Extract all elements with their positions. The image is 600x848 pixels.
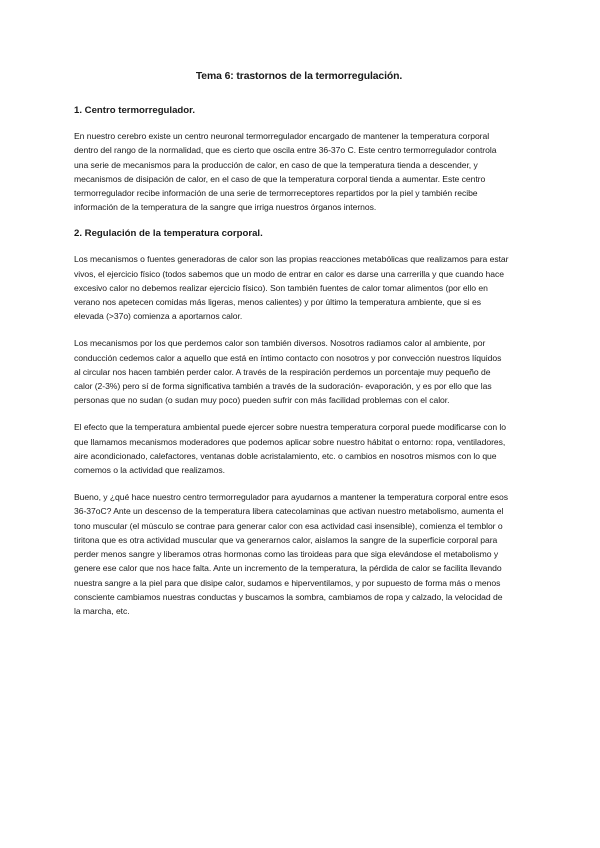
- paragraph: El efecto que la temperatura ambiental puede ejercer sobre nuestra temperatura corporal puede modificarse con lo que llamamos mecanismos moderadores que podemos aplicar sobre nuestro hábitat o entorno: ropa, ventiladores, aire acondicionado, calefactores, ventanas doble acristalamiento, etc. o cambios en nosotros mismos con lo que comemos o la actividad que realizamos.: [74, 422, 506, 476]
- section-centro-termorregulador: [74, 104, 510, 215]
- paragraph: Los mecanismos o fuentes generadoras de calor son las propias reacciones metabólicas que realizamos para estar vivos, el ejercicio físico (todos sabemos que un modo de entrar en calor es darse una carrerilla y que cuando hace excesivo calor no debemos realizar ejercicio físico). Son también fuentes de calor tomar alimentos (por ello en verano nos apetecen comidas más ligeras, menos calientes) y por último la temperatura ambiente, que si es elevada (>37o) comienza a aportarnos calor.: [74, 254, 509, 322]
- paragraph: En nuestro cerebro existe un centro neuronal termorregulador encargado de mantener la temperatura corporal dentro del rango de la normalidad, que es cierto que oscila entre 36-37o C. Este centro termorregulador controla una serie de mecanismos para la producción de calor, en caso de que la temperatura tienda a descender, y mecanismos de disipación de calor, en el caso de que la temperatura corporal tienda a aumentar. Este centro termorregulador recibe información de una serie de termorreceptores repartidos por la piel y también recibe información de la temperatura de la sangre que irriga nuestros órganos internos.: [74, 131, 497, 213]
- section-heading: 2. Regulación de la temperatura corporal.: [74, 228, 263, 240]
- document-title: Tema 6: trastornos de la termorregulación.: [195, 71, 403, 82]
- section-regulacion-temperatura: [74, 227, 510, 618]
- paragraph: Los mecanismos por los que perdemos calor son también diversos. Nosotros radiamos calor al ambiente, por conducción cedemos calor a aquello que está en íntimo contacto con nosotros y por convección nuestros líquidos al circular nos hacen también perder calor. A través de la respiración perdemos un porcentaje muy pequeño de calor (2-3%) pero sí de forma significativa también a través de la sudoración- evaporación, y es por ello que las personas que no sudan (o sudan muy poco) pueden sufrir con más facilidad problemas con el calor.: [74, 338, 502, 406]
- section-heading: 1. Centro termorregulador.: [74, 105, 196, 116]
- paragraph: Bueno, y ¿qué hace nuestro centro termorregulador para ayudarnos a mantener la temperatura corporal entre esos 36-37oC? Ante un descenso de la temperatura libera catecolaminas que activan nuestro metabolismo, aumenta el tono muscular (el músculo se contrae para generar calor con esa actividad casi insensible), comienza el temblor o tiritona que es otra actividad muscular que va generarnos calor, aislamos la sangre de la superficie corporal para perder menos sangre y liberamos otras hormonas como las tiroideas para que siga elevándose el metabolismo y genere ese calor que nos hace falta. Ante un incremento de la temperatura, la pérdida de calor se facilita llevando nuestra sangre a la piel para que disipe calor, sudamos e hiperventilamos, y por supuesto de forma más o menos consciente cambiamos nuestras conductas y buscamos la sombra, cambiamos de ropa y calzado, la velocidad de la marcha, etc.: [74, 491, 508, 617]
